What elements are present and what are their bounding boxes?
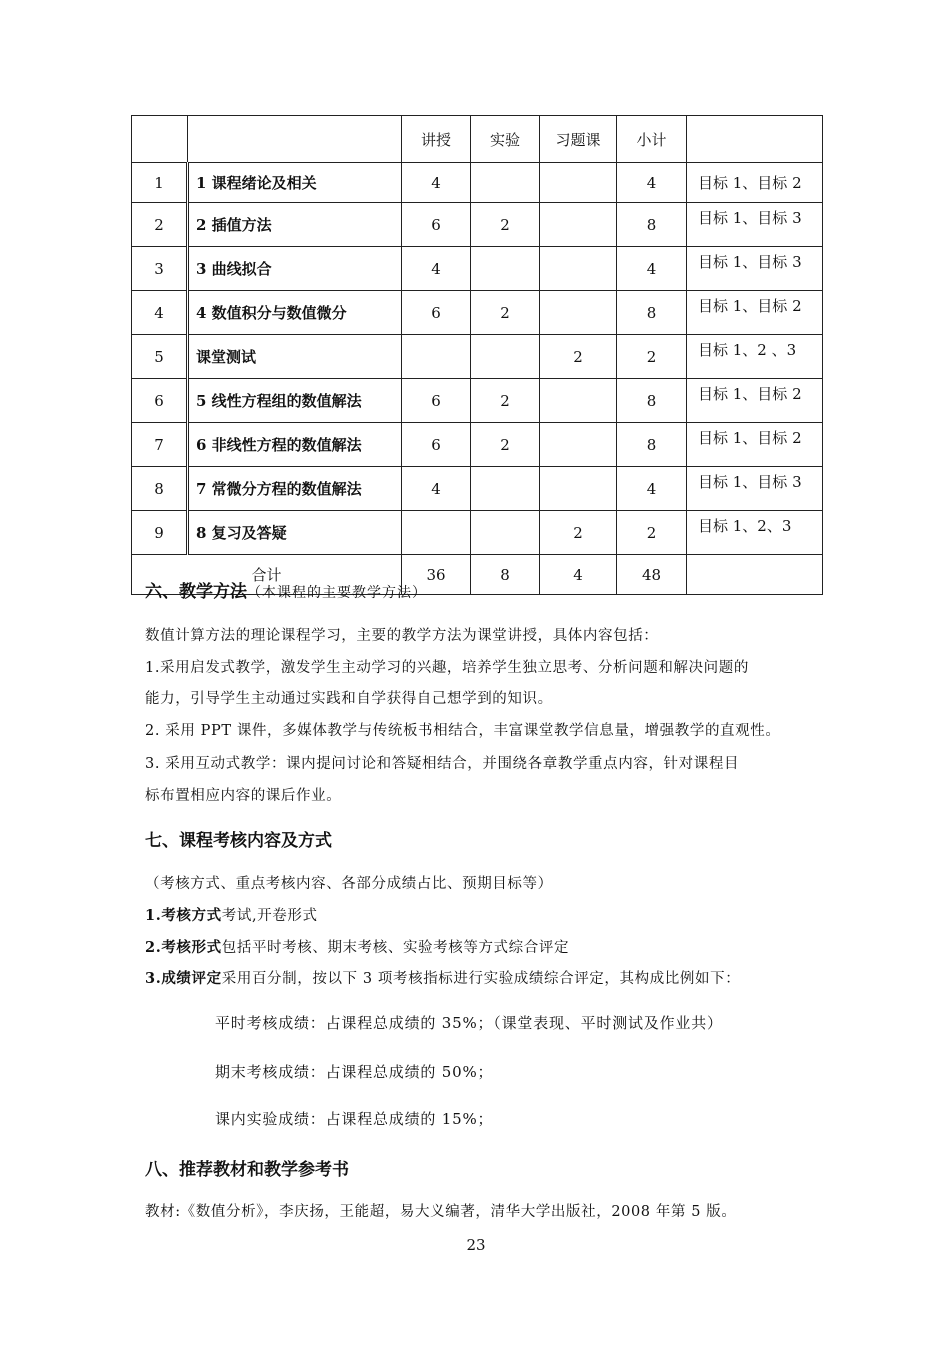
subtotal-hours: 4: [617, 467, 687, 511]
total-lab-hours: 8: [471, 555, 540, 595]
teaching-method-item-3-cont: 标布置相应内容的课后作业。: [145, 788, 342, 804]
lecture-hours: [402, 335, 471, 379]
subtotal-hours: 8: [617, 203, 687, 247]
grade-evaluation-text: 采用百分制，按以下 3 项考核指标进行实验成绩综合评定，其构成比例如下：: [221, 971, 741, 987]
course-goals: 目标 1、目标 2: [687, 163, 823, 203]
lab-hours: [471, 467, 540, 511]
lab-hours: [471, 163, 540, 203]
exercise-hours: [540, 467, 617, 511]
total-goals: [687, 555, 823, 595]
lecture-hours: 6: [402, 291, 471, 335]
course-goals: 目标 1、目标 2: [687, 379, 823, 423]
lecture-hours: 4: [402, 247, 471, 291]
row-index: 6: [132, 379, 188, 423]
course-goals: 目标 1、目标 3: [687, 467, 823, 511]
lecture-hours: 4: [402, 163, 471, 203]
total-label: 合计: [132, 555, 402, 595]
table-row: [132, 511, 823, 555]
row-index: 8: [132, 467, 188, 511]
lecture-hours: 6: [402, 379, 471, 423]
chapter-topic: 6 非线性方程的数值解法: [188, 423, 402, 467]
lab-hours: 2: [471, 423, 540, 467]
row-index: 1: [132, 163, 188, 203]
subtotal-hours: 8: [617, 379, 687, 423]
assessment-form: [145, 936, 569, 957]
grade-component-regular: 平时考核成绩：占课程总成绩的 35%；（课堂表现、平时测试及作业共）: [215, 1014, 723, 1032]
subtotal-hours: 4: [617, 247, 687, 291]
teaching-method-item-2: 2. 采用 PPT 课件，多媒体教学与传统板书相结合，丰富课堂教学信息量，增强教学的直观性。: [145, 723, 781, 739]
teaching-method-item-1: 1.采用启发式教学，激发学生主动学习的兴趣，培养学生独立思考、分析问题和解决问题的: [145, 660, 749, 676]
course-goals: 目标 1、2 、3: [687, 335, 823, 379]
lecture-hours: 4: [402, 467, 471, 511]
subtotal-hours: 4: [617, 163, 687, 203]
chapter-topic: 3 曲线拟合: [188, 247, 402, 291]
assessment-note: （考核方式、重点考核内容、各部分成绩占比、预期目标等）: [145, 876, 553, 892]
teaching-method-item-3: 3. 采用互动式教学：课内提问讨论和答疑相结合，并围绕各章教学重点内容，针对课程目: [145, 756, 740, 772]
course-goals: 目标 1、2、3: [687, 511, 823, 555]
grade-component-lab: 课内实验成绩：占课程总成绩的 15%；: [215, 1110, 494, 1128]
exercise-hours: [540, 247, 617, 291]
lab-hours: 2: [471, 379, 540, 423]
exercise-hours: [540, 203, 617, 247]
lab-hours: [471, 511, 540, 555]
course-goals: 目标 1、目标 3: [687, 203, 823, 247]
lecture-hours: 6: [402, 203, 471, 247]
assessment-method-label: 1.考核方式: [145, 907, 222, 924]
grade-evaluation: [145, 967, 740, 988]
total-hours: 48: [617, 555, 687, 595]
table-row: [132, 163, 823, 203]
table-row: [132, 379, 823, 423]
row-index: 9: [132, 511, 188, 555]
header-cell: [687, 116, 823, 163]
lab-hours: [471, 247, 540, 291]
assessment-method-text: 考试,开卷形式: [221, 908, 318, 924]
header-cell: 小计: [617, 116, 687, 163]
total-exercise-hours: 4: [540, 555, 617, 595]
chapter-topic: 2 插值方法: [188, 203, 402, 247]
header-cell: 实验: [471, 116, 540, 163]
table-row: [132, 247, 823, 291]
chapter-topic: 课堂测试: [188, 335, 402, 379]
header-cell: 习题课: [540, 116, 617, 163]
chapter-topic: 8 复习及答疑: [188, 511, 402, 555]
exercise-hours: 2: [540, 335, 617, 379]
row-index: 3: [132, 247, 188, 291]
table-row: [132, 291, 823, 335]
chapter-topic: 1 课程绪论及相关: [188, 163, 402, 203]
exercise-hours: 2: [540, 511, 617, 555]
assessment-method: [145, 904, 318, 925]
page-number: 23: [466, 1236, 486, 1254]
subtotal-hours: 8: [617, 291, 687, 335]
table-row: [132, 203, 823, 247]
subtotal-hours: 8: [617, 423, 687, 467]
row-index: 2: [132, 203, 188, 247]
table-row: [132, 467, 823, 511]
lab-hours: 2: [471, 203, 540, 247]
teaching-method-intro: 数值计算方法的理论课程学习，主要的教学方法为课堂讲授，具体内容包括：: [145, 628, 659, 644]
grade-evaluation-label: 3.成绩评定: [145, 970, 222, 987]
row-index: 5: [132, 335, 188, 379]
total-lecture-hours: 36: [402, 555, 471, 595]
lecture-hours: [402, 511, 471, 555]
teaching-method-item-1-cont: 能力，引导学生主动通过实践和自学获得自己想学到的知识。: [145, 691, 553, 707]
exercise-hours: [540, 423, 617, 467]
assessment-form-label: 2.考核形式: [145, 939, 222, 956]
row-index: 7: [132, 423, 188, 467]
chapter-topic: 4 数值积分与数值微分: [188, 291, 402, 335]
table-header-row: [132, 116, 823, 163]
grade-component-final: 期末考核成绩：占课程总成绩的 50%；: [215, 1063, 494, 1081]
section-6-heading: [145, 577, 427, 602]
section-8-heading: 八、推荐教材和教学参考书: [145, 1160, 349, 1180]
course-goals: 目标 1、目标 3: [687, 247, 823, 291]
course-goals: 目标 1、目标 2: [687, 423, 823, 467]
course-schedule-table: [131, 115, 823, 595]
exercise-hours: [540, 379, 617, 423]
chapter-topic: 7 常微分方程的数值解法: [188, 467, 402, 511]
chapter-topic: 5 线性方程组的数值解法: [188, 379, 402, 423]
table-row: [132, 335, 823, 379]
header-cell: 讲授: [402, 116, 471, 163]
course-goals: 目标 1、目标 2: [687, 291, 823, 335]
section-6-title: 六、教学方法: [145, 582, 247, 602]
table-row: [132, 423, 823, 467]
assessment-form-text: 包括平时考核、期末考核、实验考核等方式综合评定: [221, 940, 570, 956]
lecture-hours: 6: [402, 423, 471, 467]
section-6-subtitle: （本课程的主要教学方法）: [247, 585, 427, 601]
lab-hours: 2: [471, 291, 540, 335]
exercise-hours: [540, 291, 617, 335]
row-index: 4: [132, 291, 188, 335]
exercise-hours: [540, 163, 617, 203]
header-cell: [132, 116, 188, 163]
textbook-reference: 教材:《数值分析》，李庆扬，王能超，易大义编著，清华大学出版社，2008 年第 5 版。: [145, 1204, 737, 1220]
subtotal-hours: 2: [617, 335, 687, 379]
subtotal-hours: 2: [617, 511, 687, 555]
section-7-heading: 七、课程考核内容及方式: [145, 831, 332, 851]
lab-hours: [471, 335, 540, 379]
header-cell: [188, 116, 402, 163]
